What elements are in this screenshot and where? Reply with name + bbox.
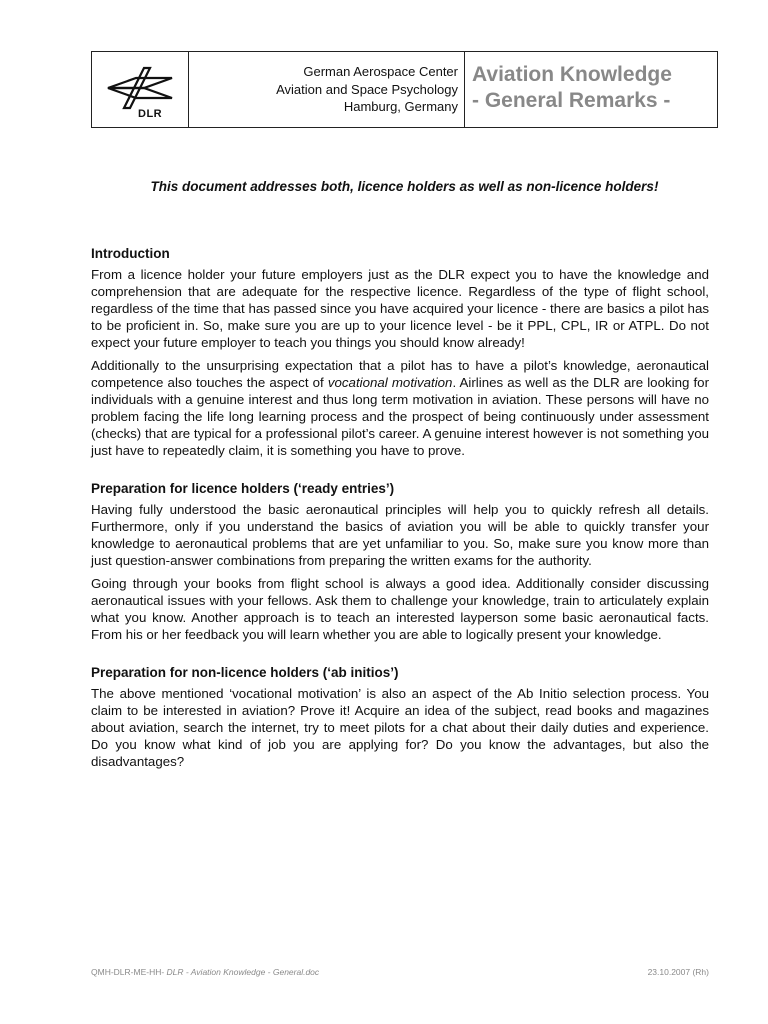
section-introduction <box>91 246 709 459</box>
title-line-2: - General Remarks - <box>472 89 671 112</box>
paragraph: Having fully understood the basic aeronautical principles will help you to quickly refresh all details. Furthermore, only if you understand the basics of aviation you will be able to quickly transfer your knowledge to aeronautical problems that are yet unfamiliar to you. So, make sure you know more than just question-answer combinations from preparing the written exams for the authority. <box>91 502 709 568</box>
footer-date: 23.10.2007 (Rh) <box>647 967 709 977</box>
title-line-1: Aviation Knowledge <box>472 63 672 86</box>
section-ab-initios <box>91 665 709 770</box>
audience-notice: This document addresses both, licence holders as well as non-licence holders! <box>150 179 659 194</box>
paragraph: From a licence holder your future employers just as the DLR expect you to have the knowledge and comprehension that are adequate for the respective licence. Regardless of the type of flight school, regardless of the time that has passed since you have acquired your licence - there are basics a pilot has to be proficient in. So, make sure you are up to your licence level - be it PPL, CPL, IR or ATPL. Do not expect your future employer to teach you things you should know already! <box>91 267 709 350</box>
org-name: German Aerospace Center <box>303 64 458 79</box>
document-title <box>465 52 717 127</box>
footer-document-id: QMH-DLR-ME-HH- DLR - Aviation Knowledge - General.doc <box>91 967 320 977</box>
document-body <box>91 246 709 792</box>
paragraph: Going through your books from flight school is always a good idea. Additionally consider discussing aeronautical issues with your fellows. Ask them to challenge your knowledge, train to articulately explain what you know. Another approach is to teach an interested layperson some basic aeronautical facts. From his or her feedback you will learn whether you are able to logically present your knowledge. <box>91 576 709 642</box>
org-location: Hamburg, Germany <box>343 99 458 114</box>
org-department: Aviation and Space Psychology <box>276 81 458 97</box>
emphasis-text: vocational motivation <box>327 375 453 390</box>
organization-info <box>189 52 465 127</box>
section-ready-entries <box>91 481 709 643</box>
dlr-logo-icon <box>106 66 176 110</box>
dlr-logo <box>92 52 189 127</box>
paragraph: Additionally to the unsurprising expectation that a pilot has to have a pilot’s knowledge, aeronautical competence also touches the aspect of vocational motivation. Airlines as well as the DLR are looking for individuals with a genuine interest and thus long term motivation in aviation. These persons will have no problem facing the life long learning process and the prospect of being continuously under assessment (checks) that are typical for a professional pilot’s career. A genuine interest however is not something you just have to repeatedly claim, it is something you have to prove. <box>91 358 709 458</box>
section-heading: Preparation for licence holders (‘ready entries’) <box>91 481 395 496</box>
dlr-logo-text: DLR <box>138 108 163 120</box>
section-heading: Preparation for non-licence holders (‘ab initios’) <box>91 665 399 680</box>
document-header <box>91 51 718 128</box>
paragraph: The above mentioned ‘vocational motivation’ is also an aspect of the Ab Initio selection process. You claim to be interested in aviation? Prove it! Acquire an idea of the subject, read books and magazines about aviation, search the internet, try to meet pilots for a chat about their daily duties and experience. Do you know what kind of job you are applying for? Do you know the advantages, but also the disadvantages? <box>91 686 709 769</box>
section-heading: Introduction <box>91 246 170 261</box>
page-footer <box>91 967 709 977</box>
